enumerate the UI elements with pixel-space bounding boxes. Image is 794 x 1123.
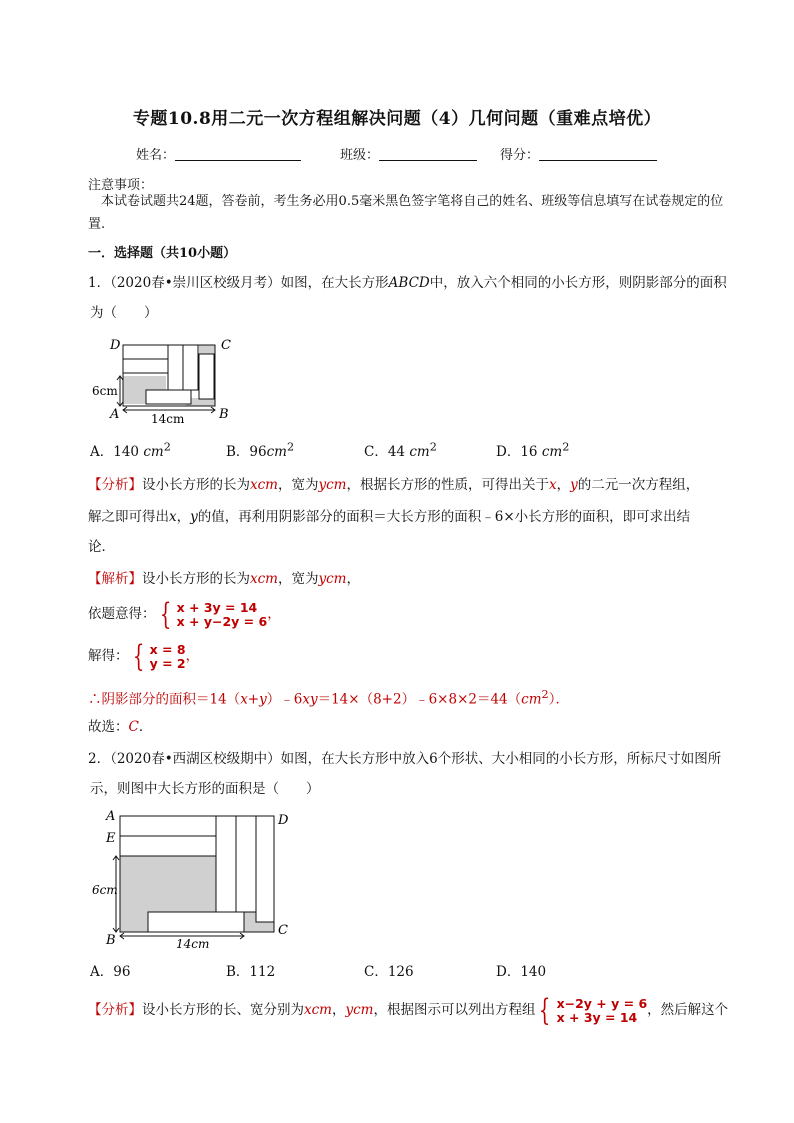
height-label: 6cm [92, 883, 118, 897]
small-rectangle [256, 816, 274, 922]
page-title: 专题10.8用二元一次方程组解决问题（4）几何问题（重难点培优） [132, 109, 662, 129]
question-1-figure [88, 334, 248, 426]
score-blank[interactable] [539, 147, 657, 161]
question-1-analysis-line2: 解之即可得出x，y的值，再利用阴影部分的面积＝大长方形的面积﹣6×小长方形的面积，即可求出结 [88, 509, 691, 525]
score-label: 得分： [500, 148, 540, 163]
small-rectangle [148, 912, 244, 932]
option-D[interactable]: D．16 $cm^2$ [496, 440, 570, 460]
question-2-stem-cont: 示，则图中大长方形的面积是（ ） [90, 781, 320, 797]
notice-heading: 注意事项： [88, 178, 154, 193]
vertex-label-C: C [278, 923, 288, 938]
name-field[interactable] [136, 144, 301, 163]
shaded-region [199, 345, 215, 354]
option-A[interactable]: A．96 [90, 964, 131, 980]
class-field[interactable] [340, 144, 477, 163]
question-2-stem: 2．（2020春•西湖区校级期中）如图，在大长方形中放入6个形状、大小相同的小长方形，所标尺寸如图所 [88, 751, 722, 767]
question-1-solution-values: 解得： { x = 8 y = 2 ， [88, 638, 200, 674]
question-1-solution-line1: 【解析】设小长方形的长为xcm，宽为ycm， [88, 571, 360, 587]
name-label: 姓名： [136, 148, 176, 163]
small-rectangle [146, 390, 191, 404]
class-blank[interactable] [379, 147, 477, 161]
width-label: 14cm [176, 937, 210, 951]
question-1-area-calculation: ∴阴影部分的面积$=14(x+y)﹣6xy=14\times(8+2)﹣6\times 8\times 2=44(cm^2)$． [88, 688, 569, 708]
vertex-label-E: E [106, 831, 116, 846]
option-D[interactable]: D．140 [496, 964, 547, 980]
vertex-label-B: B [219, 407, 229, 422]
option-B[interactable]: B．$96cm^2$ [226, 440, 295, 460]
question-2-figure [92, 806, 302, 954]
vertex-label-A: A [106, 809, 116, 824]
small-rectangle [236, 816, 256, 912]
small-rectangle [199, 354, 214, 399]
question-1-answer: 故选：C． [88, 719, 153, 735]
option-B[interactable]: B．112 [226, 964, 276, 980]
analysis-tag: 【分析】 [88, 477, 142, 493]
score-field[interactable] [500, 144, 657, 163]
option-C[interactable]: C．44 $cm^2$ [364, 440, 437, 460]
section-heading: 一．选择题（共10小题） [88, 246, 237, 261]
question-1-analysis-line3: 论． [88, 539, 115, 555]
small-rectangle [120, 836, 216, 856]
question-1-stem: 1．（2020春•崇川区校级月考）如图，在大长方形ABCD中，放入六个相同的小长方形，则阴影部分的面积 [88, 275, 727, 291]
vertex-label-D: D [278, 813, 289, 828]
small-rectangle [168, 345, 183, 390]
solution-tag: 【解析】 [88, 571, 142, 587]
vertex-label-D: D [110, 338, 121, 353]
question-2-analysis-line1: 【分析】设小长方形的长、宽分别为xcm，ycm，根据图示可以列出方程组 { x−2y + y = 6 x + 3y = 14 ，然后解这个 [88, 992, 729, 1028]
analysis-tag: 【分析】 [88, 1002, 142, 1018]
notice-text: 本试卷试题共24题，答卷前，考生务必用0.5毫米黑色签字笔将自己的姓名、班级等信息填写在试卷规定的位置. [88, 194, 724, 232]
question-1-stem-cont: 为（ ） [90, 305, 158, 321]
small-rectangle [216, 816, 236, 912]
question-number: 1． [88, 275, 111, 291]
small-rectangle [123, 359, 168, 373]
vertex-label-B: B [106, 933, 116, 948]
class-label: 班级： [340, 148, 380, 163]
small-rectangle [183, 345, 198, 390]
question-2-options [88, 960, 728, 982]
small-rectangle [120, 816, 216, 836]
option-C[interactable]: C．126 [364, 964, 414, 980]
question-number: 2． [88, 751, 111, 767]
width-label: 14cm [151, 412, 185, 426]
answer-choice: C [128, 719, 139, 735]
question-1-options [88, 440, 728, 462]
question-1-analysis-line1: 【分析】设小长方形的长为xcm，宽为ycm，根据长方形的性质，可得出关于x，y的二元一次方程组， [88, 477, 700, 493]
question-1-equation-system: 依题意得： { x + 3y = 14 x + y−2y = 6 ， [88, 596, 281, 632]
vertex-label-A: A [110, 407, 120, 422]
name-blank[interactable] [175, 147, 301, 161]
option-A[interactable]: A．140 $cm^2$ [90, 440, 171, 460]
small-rectangle [123, 345, 168, 359]
height-label: 6cm [92, 384, 118, 398]
vertex-label-C: C [221, 338, 231, 353]
